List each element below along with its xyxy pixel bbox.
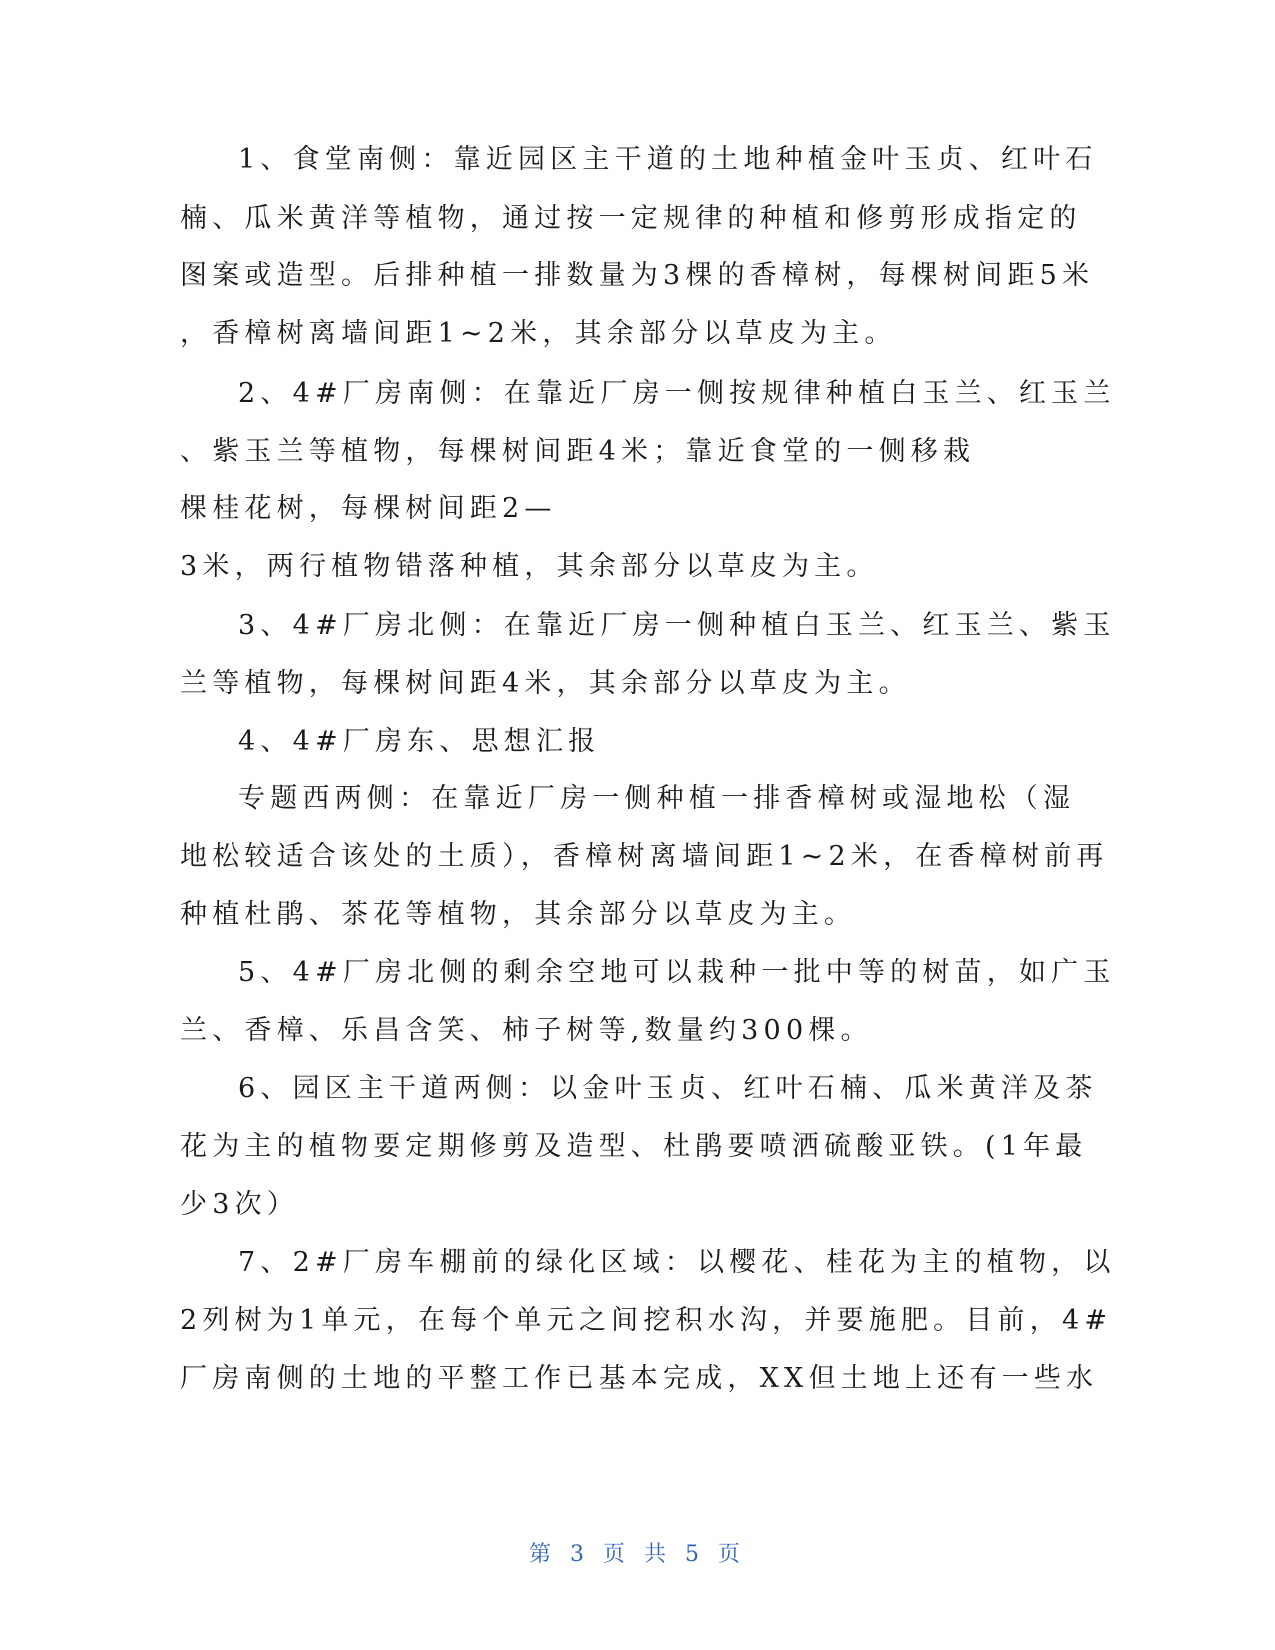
text-line: 5、4#厂房北侧的剩余空地可以栽种一批中等的树苗，如广玉 — [238, 957, 1116, 988]
text-line: 楠、瓜米黄洋等植物，通过按一定规律的种植和修剪形成指定的 — [180, 203, 1082, 234]
text-line: 棵桂花树，每棵树间距2— — [180, 493, 557, 524]
text-line: 6、园区主干道两侧：以金叶玉贞、红叶石楠、瓜米黄洋及茶 — [238, 1073, 1098, 1104]
text-line: 少3次） — [180, 1189, 299, 1220]
text-line: 兰、香樟、乐昌含笑、柿子树等,数量约300棵。 — [180, 1015, 873, 1046]
text-line: 地松较适合该处的土质），香樟树离墙间距1~2米，在香樟树前再 — [180, 841, 1109, 872]
text-line: 7、2#厂房车棚前的绿化区域：以樱花、桂花为主的植物，以 — [238, 1247, 1116, 1278]
text-line: 2列树为1单元，在每个单元之间挖积水沟，并要施肥。目前，4# — [180, 1305, 1113, 1336]
text-line: 图案或造型。后排种植一排数量为3棵的香樟树，每棵树间距5米 — [180, 260, 1095, 291]
text-line: 3、4#厂房北侧：在靠近厂房一侧种植白玉兰、红玉兰、紫玉 — [238, 610, 1116, 641]
text-line: ，香樟树离墙间距1~2米，其余部分以草皮为主。 — [180, 318, 897, 349]
text-line: 兰等植物，每棵树间距4米，其余部分以草皮为主。 — [180, 668, 911, 699]
text-line: 2、4#厂房南侧：在靠近厂房一侧按规律种植白玉兰、红玉兰 — [238, 378, 1116, 409]
text-line: 专题西两侧：在靠近厂房一侧种植一排香樟树或湿地松（湿 — [238, 783, 1076, 814]
text-line: 4、4#厂房东、思想汇报 — [238, 726, 601, 757]
text-line: 、紫玉兰等植物，每棵树间距4米；靠近食堂的一侧移栽 — [180, 436, 976, 467]
text-line: 种植杜鹃、茶花等植物，其余部分以草皮为主。 — [180, 899, 857, 930]
text-line: 3米，两行植物错落种植，其余部分以草皮为主。 — [180, 551, 879, 582]
page-number-footer: 第 3 页 共 5 页 — [529, 1542, 746, 1567]
text-line: 厂房南侧的土地的平整工作已基本完成，XX但土地上还有一些水 — [180, 1363, 1099, 1394]
text-line: 1、食堂南侧：靠近园区主干道的土地种植金叶玉贞、红叶石 — [238, 144, 1098, 175]
text-line: 花为主的植物要定期修剪及造型、杜鹃要喷洒硫酸亚铁。(1年最 — [180, 1131, 1088, 1162]
